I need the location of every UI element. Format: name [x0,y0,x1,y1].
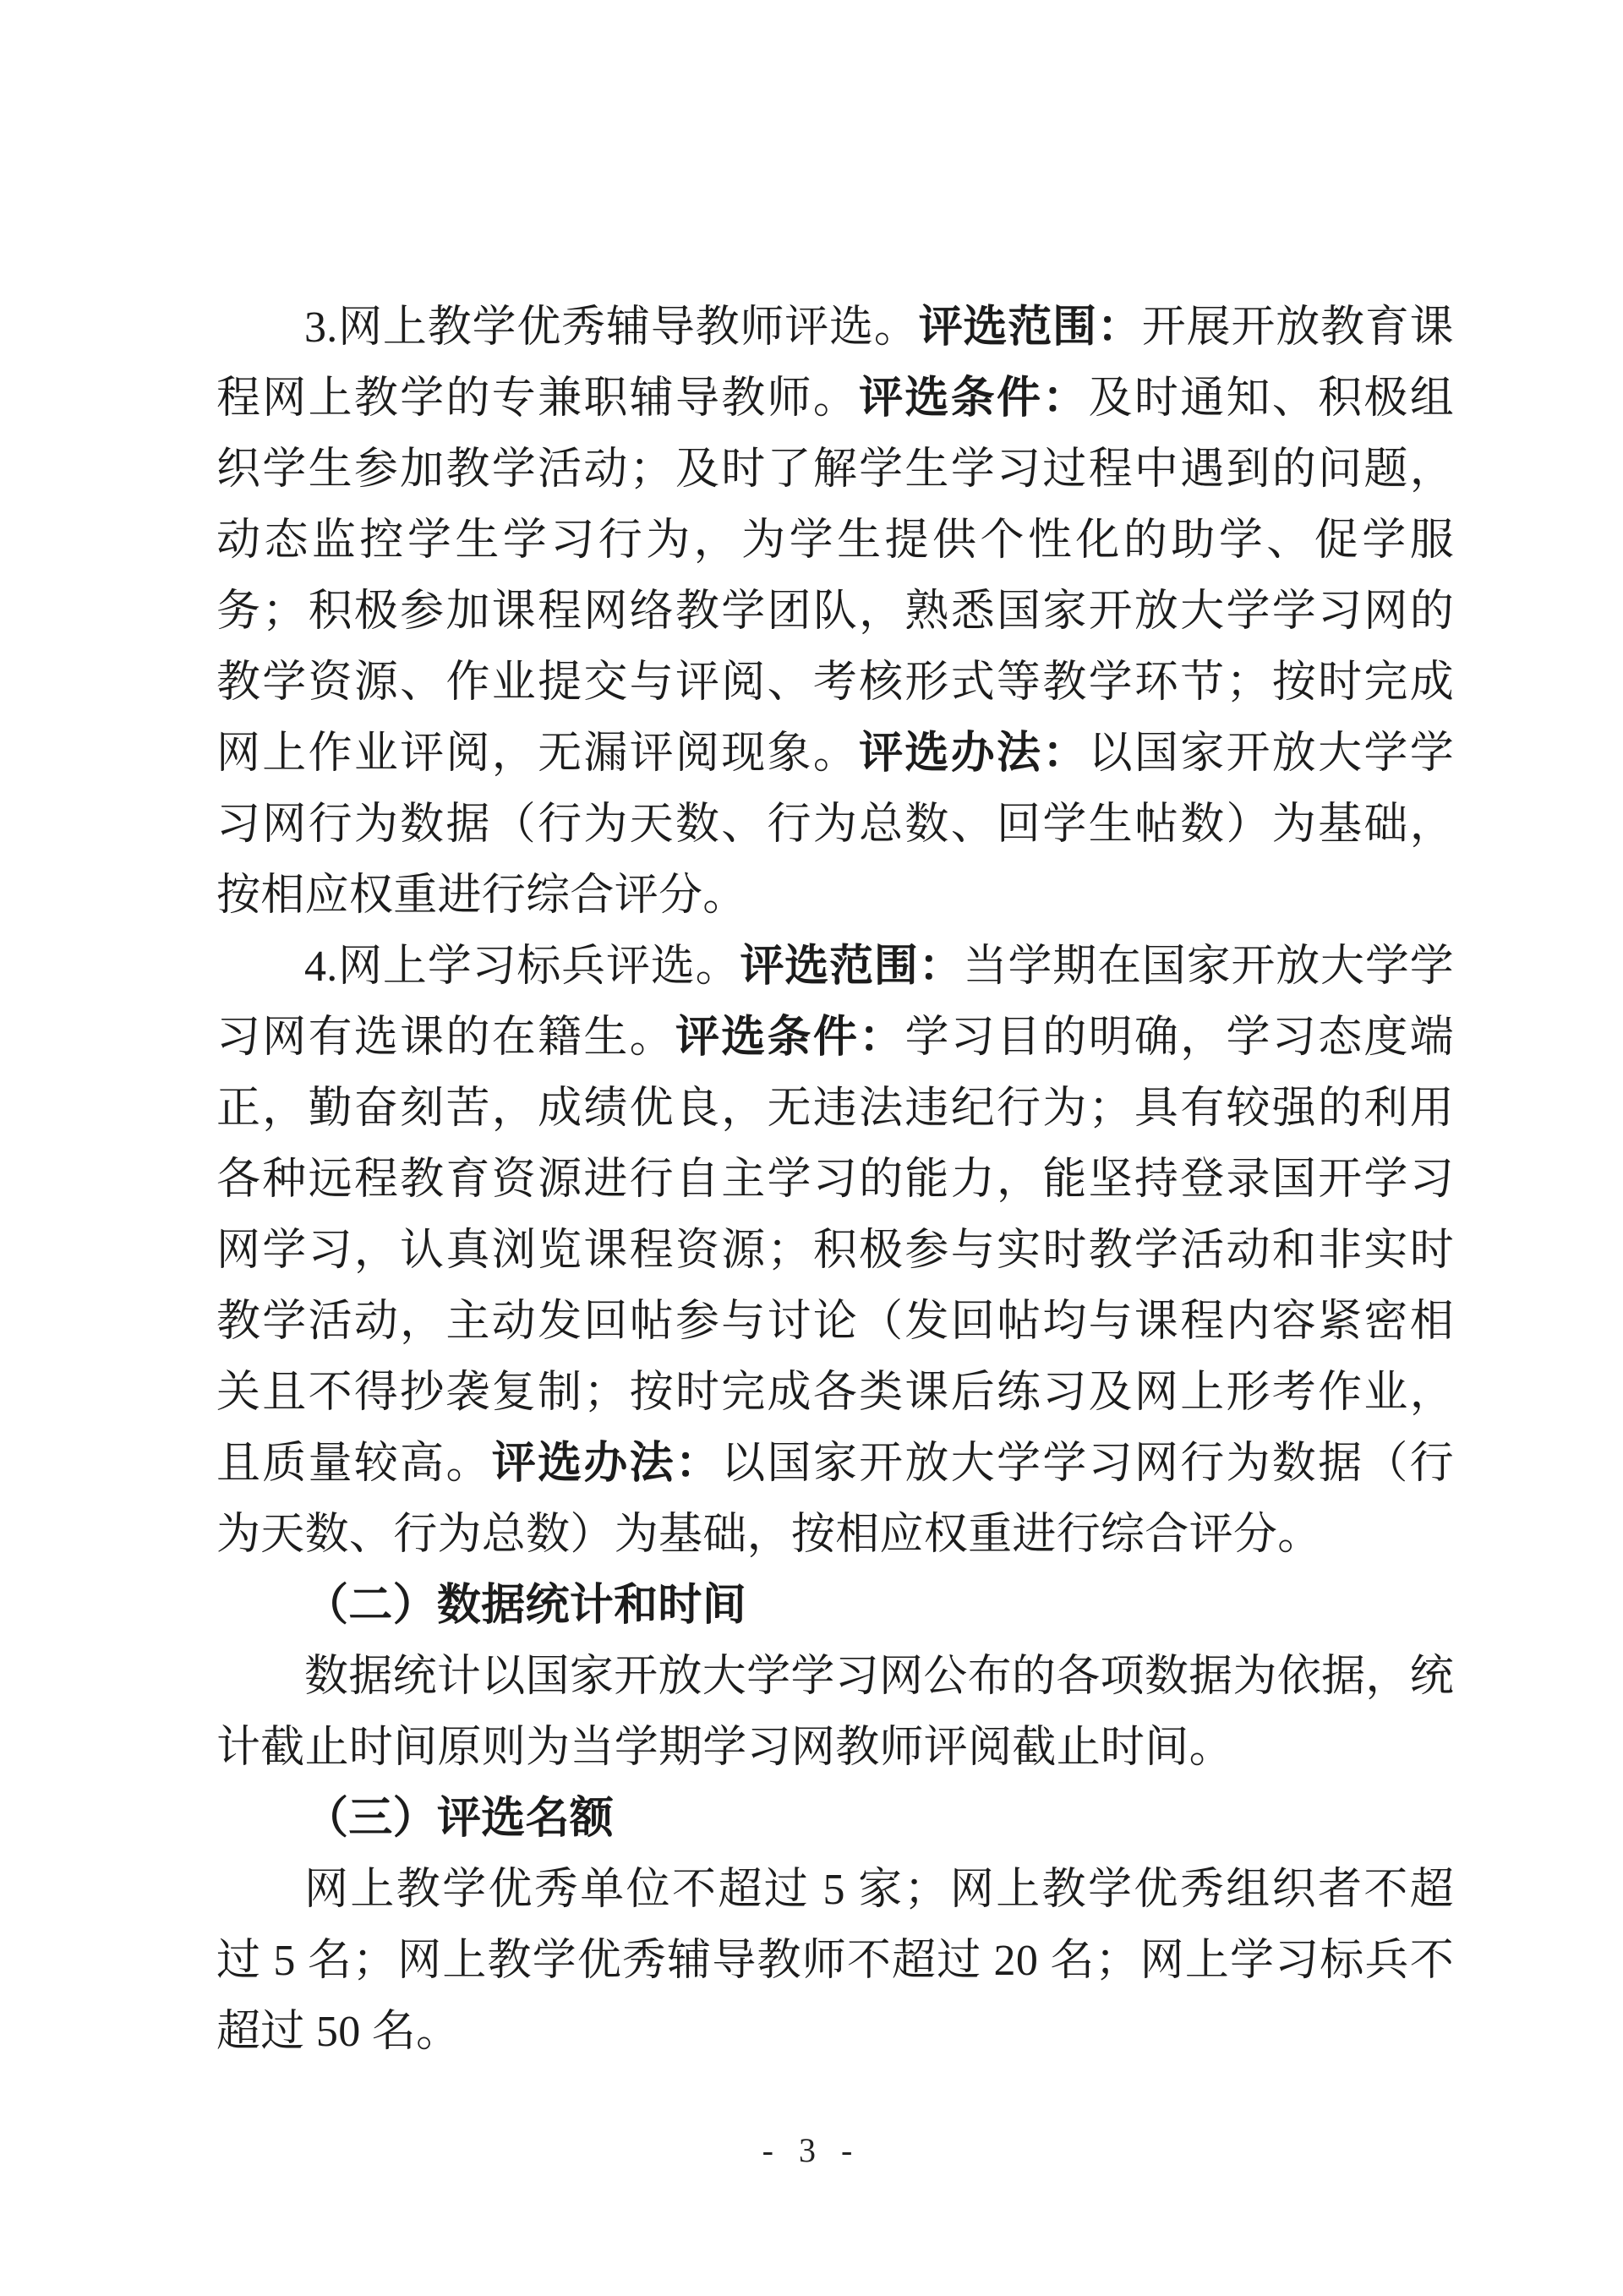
heading-text: （二）数据统计和时间 [304,1582,747,1630]
text-run: 及时通知、积极组织学生参加教学活动；及时了解学生学习过程中遇到的问题，动态监控学生学习行为，为学生提供个性化的助学、促学服务；积极参加课程网络教学团队，熟悉国家开放大学学习网的教学资源、作业提交与评阅、考核形式等教学环节；按时完成网上作业评阅，无漏评阅现象。 [216,374,1454,778]
page-footer [0,2130,1623,2170]
paragraph-quota [216,1855,1454,2068]
bold-label-method: 评选办法： [859,730,1089,778]
paragraph-data-statistics [216,1642,1454,1784]
bold-label-scope: 评选范围： [918,303,1142,352]
bold-label-criteria: 评选条件： [859,374,1089,423]
text-run: 学习目的明确，学习态度端正，勤奋刻苦，成绩优良，无违法违纪行为；具有较强的利用各种远程教育资源进行自主学习的能力，能坚持登录国开学习网学习，认真浏览课程资源；积极参与实时教学活动和非实时教学活动，主动发回帖参与讨论（发回帖均与课程内容紧密相关且不得抄袭复制；按时完成各类课后练习及网上形考作业，且质量较高。 [216,1014,1454,1488]
text-run: 数据统计以国家开放大学学习网公布的各项数据为依据，统计截止时间原则为当学期学习网教师评阅截止时间。 [216,1653,1454,1772]
section-heading-2 [216,1571,1454,1642]
document-body [216,292,1454,2068]
text-run: 3.网上教学优秀辅导教师评选。 [304,303,919,352]
page-number: - 3 - [762,2131,861,2169]
paragraph-item-3 [216,292,1454,932]
heading-text: （三）评选名额 [304,1795,615,1843]
section-heading-3 [216,1784,1454,1855]
bold-label-method: 评选办法： [491,1440,722,1488]
text-run: 以国家开放大学学习网行为数据（行为天数、行为总数、回学生帖数）为基础，按相应权重进行综合评分。 [216,730,1454,920]
bold-label-scope: 评选范围： [740,943,964,991]
text-run: 开展开放教育课程网上教学的专兼职辅导教师。 [216,303,1454,423]
paragraph-item-4 [216,932,1454,1571]
text-run: 网上教学优秀单位不超过 5 家；网上教学优秀组织者不超过 5 名；网上教学优秀辅导教师不超过 20 名；网上学习标兵不超过 50 名。 [216,1866,1454,2056]
text-run: 4.网上学习标兵评选。 [304,943,740,991]
bold-label-criteria: 评选条件： [675,1014,905,1062]
text-run: 当学期在国家开放大学学习网有选课的在籍生。 [216,943,1454,1062]
text-run: 以国家开放大学学习网行为数据（行为天数、行为总数）为基础，按相应权重进行综合评分。 [216,1440,1454,1559]
